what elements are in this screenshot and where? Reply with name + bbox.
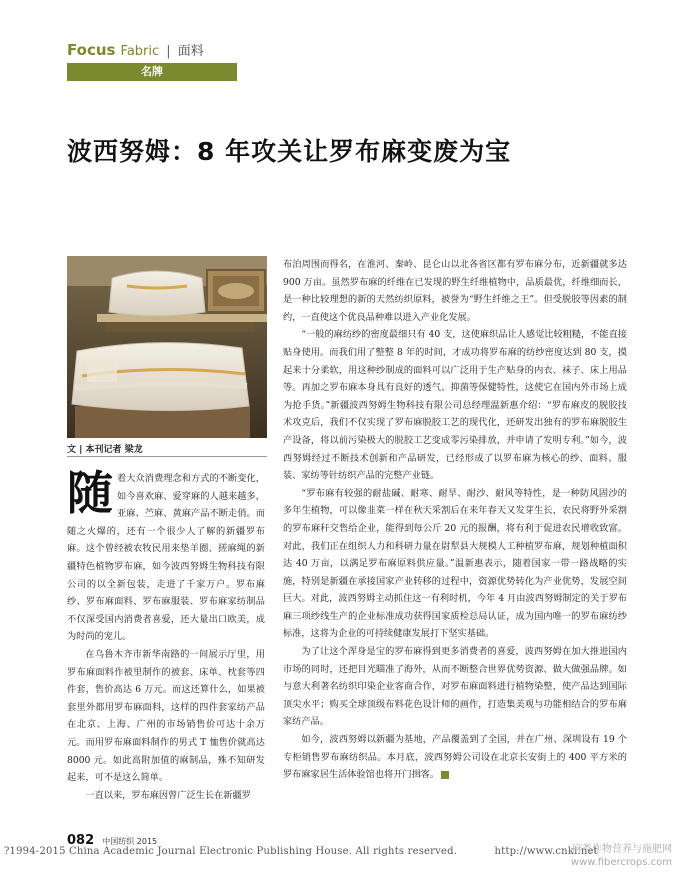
header-section-cn: 面料 xyxy=(177,44,204,59)
paragraph-text: 如今，波西努姆以新疆为基地，产品覆盖到了全国，并在广州、深圳设有 19 个专柜销售罗布麻纺织品。本月底，波西努姆公司设在北京长安街上的 400 平方米的罗布麻家居生活体验馆也将开门揖客。 xyxy=(283,734,627,781)
section-header xyxy=(67,40,204,59)
paragraph xyxy=(67,466,265,646)
header-fabric: Fabric xyxy=(120,44,160,59)
paragraph: “罗布麻有较强的耐盐碱、耐寒、耐旱、耐沙、耐风等特性，是一种防风固沙的多年生植物，可以像韭菜一样在秋天采割后在来年春天又发芽生长，农民将野外采割的罗布麻秆交售给企业，能得到每公斤 20 元的报酬，将有利于促进农民增收致富。对此，我们正在组织人力和科研力量在尉犁县大规模人工种植罗布麻，规划种植面积达 40 万亩，以满足罗布麻原料供应量。”温新惠表示，随着国家一带一路战略的实施，特别是新疆在承接国家产业转移的过程中，资源优势转化为产业优势，发展空间巨大。对此，波西努姆主动抓住这一有利时机，今年 4 月由波西努姆制定的关于罗布麻三项纱线生产的企业标准成功获得国家质检总局认证，成为国内唯一的罗布麻纺纱标准，这将为企业的可持续健康发展打下坚实基础。 xyxy=(283,487,627,640)
article-title: 波西努姆：8 年攻关让罗布麻变废为宝 xyxy=(67,137,512,166)
right-column xyxy=(283,256,627,784)
paragraph: 一直以来，罗布麻因曾广泛生长在新疆罗 xyxy=(85,789,251,801)
watermark-url: www.fibercrops.com xyxy=(570,857,672,868)
paragraph: “一般的麻纺纱的密度最细只有 40 支，这使麻织品让人感觉比较粗糙，不能直接贴身使用。而我们用了整整 8 年的时间，才成功将罗布麻的纺纱密度达到 80 支，摸起来十分柔软，用这种纱制成的面料可以广泛用于生产贴身的内衣、袜子、床上用品等。再加之罗布麻本身具有良好的透气、抑菌等保健特性，这使它在国内外市场上成为抢手货。”新疆波西努姆生物科技有限公司总经理温新惠介绍：“罗布麻皮的脱胶技术攻克后，我们不仅实现了罗布麻脱胶工艺的现代化，还研发出独有的罗布麻脱胶生产设备，将以前污染极大的脱胶工艺变成零污染排放，并申请了发明专利。”如今，波西努姆经过不断技术创新和产品研发，已经形成了以罗布麻为核心的纱、面料、服装、家纺等针纺织产品的完整产业链。 xyxy=(283,329,627,482)
byline-divider xyxy=(67,456,267,457)
subsection-bar: 名牌 xyxy=(67,63,237,81)
left-column xyxy=(67,466,265,804)
article-photo xyxy=(67,256,267,438)
paragraph xyxy=(283,731,627,784)
cnki-link[interactable]: http://www.cnki.net xyxy=(494,846,598,857)
drop-cap: 随 xyxy=(67,466,113,520)
site-watermark xyxy=(571,843,672,869)
header-separator: | xyxy=(166,44,171,59)
magazine-issue: 中国纺织 2015 xyxy=(102,837,158,846)
byline: 文 | 本刊记者 梁龙 xyxy=(67,445,143,455)
paragraph-text: 着大众消费理念和方式的不断变化，如今喜欢麻、爱穿麻的人越来越多，亚麻、苎麻、黄麻产品不断走俏。而随之火爆的，还有一个很少人了解的新疆罗布麻。这个曾经被农牧民用来垫羊圈、搓麻绳的新疆特色植物罗布麻，如今波西努姆生物科技有限公司的以全新包装，走进了千家万户。罗布麻纱、罗布麻面料、罗布麻服装、罗布麻家纺制品不仅深受国内消费者喜爱，还大量出口欧美，成为时尚的宠儿。 xyxy=(67,473,265,643)
watermark-cn: 麻类作物营养与施肥网 xyxy=(572,844,672,855)
square-end-mark-icon xyxy=(441,771,449,779)
copyright-text: ?1994-2015 China Academic Journal Electronic Publishing House. All rights reserved. xyxy=(4,846,458,857)
header-focus: Focus xyxy=(67,41,116,59)
paragraph: 布泊周围而得名，在淮河、秦岭、昆仑山以北各省区都有罗布麻分布，近新疆就多达 900 万亩。虽然罗布麻的纤维在已发现的野生纤维植物中，品质最优，纤维细而长，是一种比较理想的新的天然纺织原料，被誉为“野生纤维之王”。但受脱胶等因素的制约，一直使这个优良品种难以进入产业化发展。 xyxy=(283,259,627,323)
paragraph: 为了让这个浑身是宝的罗布麻得到更多消费者的喜爱，波西努姆在加大推进国内市场的同时，还把目光瞄准了海外，从而不断整合世界优势资源、做大做强品牌。如与意大利著名纺织印染企业客商合作，对罗布麻面料进行植物染整，使产品达到国际顶尖水平；购买全球顶级布料花色设计师的画作，打造集美观与功能相结合的罗布麻家纺产品。 xyxy=(283,646,627,728)
page-number: 082 xyxy=(67,833,95,848)
paragraph: 在乌鲁木齐市新华南路的一间展示厅里，用罗布麻面料作被里制作的被套、床单、枕套等四件套，售价高达 6 万元。而这还算什么，如果被套里外都用罗布麻面料，这样的四件套家纺产品在北京、上海、广州的市场销售价可达十余万元。而用罗布麻面料制作的男式 T 恤售价就高达 8000 元。如此高附加值的麻制品，殊不知研发起来，可不是这么简单。 xyxy=(67,648,265,784)
copyright-line xyxy=(4,846,598,857)
